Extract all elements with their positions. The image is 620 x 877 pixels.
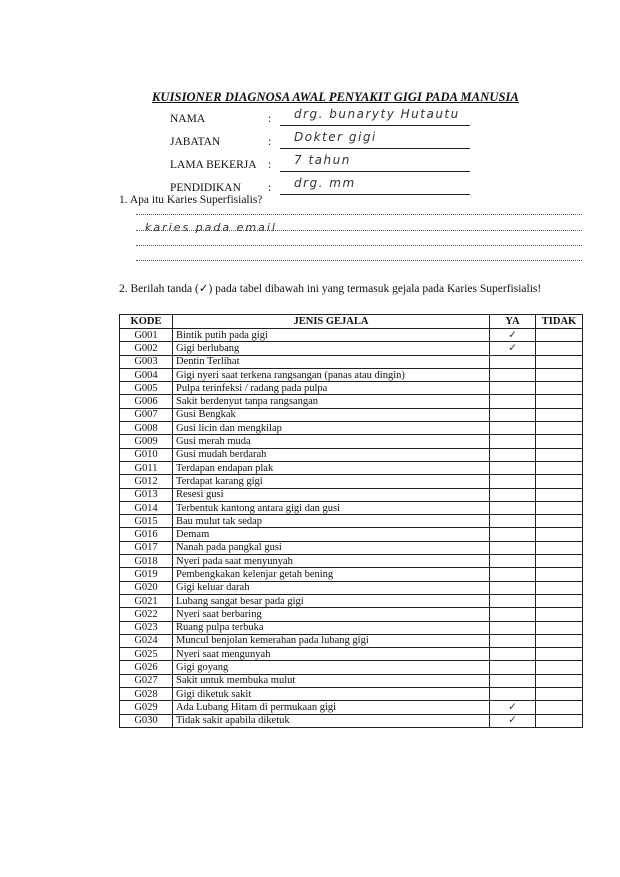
cell-kode: G014 (120, 501, 173, 514)
table-row (120, 382, 583, 395)
info-label: NAMA (170, 113, 206, 125)
cell-kode: G027 (120, 674, 173, 687)
cell-tidak[interactable] (536, 435, 583, 448)
cell-tidak[interactable] (536, 422, 583, 435)
cell-gejala: Gigi berlubang (173, 342, 490, 355)
cell-kode: G029 (120, 701, 173, 714)
cell-ya[interactable]: ✓ (490, 701, 536, 714)
cell-tidak[interactable] (536, 395, 583, 408)
table-row (120, 648, 583, 661)
cell-gejala: Gigi goyang (173, 661, 490, 674)
cell-kode: G007 (120, 408, 173, 421)
cell-tidak[interactable] (536, 342, 583, 355)
cell-ya[interactable] (490, 688, 536, 701)
cell-gejala: Gigi keluar darah (173, 581, 490, 594)
cell-gejala: Demam (173, 528, 490, 541)
table-row (120, 515, 583, 528)
cell-gejala: Nyeri saat berbaring (173, 608, 490, 621)
cell-ya[interactable] (490, 648, 536, 661)
cell-ya[interactable] (490, 475, 536, 488)
cell-tidak[interactable] (536, 501, 583, 514)
info-value-handwriting: 7 tahun (294, 153, 351, 167)
cell-tidak[interactable] (536, 329, 583, 342)
cell-kode: G011 (120, 461, 173, 474)
cell-kode: G005 (120, 382, 173, 395)
info-label: LAMA BEKERJA (170, 159, 257, 171)
cell-tidak[interactable] (536, 661, 583, 674)
cell-tidak[interactable] (536, 648, 583, 661)
cell-gejala: Ruang pulpa terbuka (173, 621, 490, 634)
info-colon: : (268, 182, 272, 194)
cell-ya[interactable] (490, 355, 536, 368)
cell-tidak[interactable] (536, 382, 583, 395)
cell-gejala: Terbentuk kantong antara gigi dan gusi (173, 501, 490, 514)
cell-gejala: Bintik putih pada gigi (173, 329, 490, 342)
cell-ya[interactable] (490, 608, 536, 621)
cell-gejala: Dentin Terlihat (173, 355, 490, 368)
cell-gejala: Sakit berdenyut tanpa rangsangan (173, 395, 490, 408)
cell-tidak[interactable] (536, 621, 583, 634)
cell-tidak[interactable] (536, 448, 583, 461)
cell-kode: G006 (120, 395, 173, 408)
cell-gejala: Muncul benjolan kemerahan pada lubang gigi (173, 634, 490, 647)
table-row (120, 488, 583, 501)
cell-gejala: Terdapan endapan plak (173, 461, 490, 474)
table-row (120, 461, 583, 474)
table-row (120, 448, 583, 461)
table-row (120, 528, 583, 541)
page-title: KUISIONER DIAGNOSA AWAL PENYAKIT GIGI PADA MANUSIA (152, 90, 519, 104)
cell-kode: G015 (120, 515, 173, 528)
cell-tidak[interactable] (536, 461, 583, 474)
cell-gejala: Gusi licin dan mengkilap (173, 422, 490, 435)
symptom-table (119, 314, 583, 728)
cell-kode: G023 (120, 621, 173, 634)
cell-ya[interactable]: ✓ (490, 714, 536, 727)
table-row (120, 368, 583, 381)
table-row (120, 674, 583, 687)
info-row (170, 107, 470, 130)
cell-gejala: Terdapat karang gigi (173, 475, 490, 488)
cell-kode: G009 (120, 435, 173, 448)
cell-gejala: Gusi Bengkak (173, 408, 490, 421)
cell-tidak[interactable] (536, 568, 583, 581)
header-tidak: TIDAK (536, 315, 583, 329)
info-label: JABATAN (170, 136, 221, 148)
cell-ya[interactable] (490, 448, 536, 461)
cell-gejala: Resesi gusi (173, 488, 490, 501)
cell-kode: G008 (120, 422, 173, 435)
cell-kode: G028 (120, 688, 173, 701)
table-row (120, 661, 583, 674)
cell-ya[interactable] (490, 435, 536, 448)
cell-ya[interactable]: ✓ (490, 329, 536, 342)
cell-tidak[interactable] (536, 555, 583, 568)
question-1: 1. Apa itu Karies Superfisialis? (119, 194, 263, 206)
cell-kode: G002 (120, 342, 173, 355)
cell-gejala: Ada Lubang Hitam di permukaan gigi (173, 701, 490, 714)
cell-ya[interactable]: ✓ (490, 342, 536, 355)
cell-tidak[interactable] (536, 594, 583, 607)
cell-tidak[interactable] (536, 688, 583, 701)
info-line (280, 194, 470, 195)
cell-gejala: Sakit untuk membuka mulut (173, 674, 490, 687)
cell-tidak[interactable] (536, 475, 583, 488)
cell-gejala: Gigi diketuk sakit (173, 688, 490, 701)
cell-ya[interactable] (490, 422, 536, 435)
cell-gejala: Nanah pada pangkal gusi (173, 541, 490, 554)
cell-ya[interactable] (490, 555, 536, 568)
header-jenis-gejala: JENIS GEJALA (173, 315, 490, 329)
cell-kode: G020 (120, 581, 173, 594)
table-header-row (120, 315, 583, 329)
table-row (120, 422, 583, 435)
table-row (120, 501, 583, 514)
cell-kode: G024 (120, 634, 173, 647)
cell-kode: G026 (120, 661, 173, 674)
cell-ya[interactable] (490, 634, 536, 647)
cell-ya[interactable] (490, 661, 536, 674)
header-ya: YA (490, 315, 536, 329)
cell-tidak[interactable] (536, 408, 583, 421)
info-label: PENDIDIKAN (170, 182, 241, 194)
cell-gejala: Tidak sakit apabila diketuk (173, 714, 490, 727)
cell-kode: G013 (120, 488, 173, 501)
cell-kode: G017 (120, 541, 173, 554)
table-row (120, 541, 583, 554)
cell-gejala: Pembengkakan kelenjar getah bening (173, 568, 490, 581)
cell-tidak[interactable] (536, 368, 583, 381)
cell-kode: G010 (120, 448, 173, 461)
cell-tidak[interactable] (536, 634, 583, 647)
cell-ya[interactable] (490, 461, 536, 474)
cell-kode: G018 (120, 555, 173, 568)
cell-ya[interactable] (490, 581, 536, 594)
cell-gejala: Bau mulut tak sedap (173, 515, 490, 528)
cell-kode: G030 (120, 714, 173, 727)
cell-gejala: Nyeri saat mengunyah (173, 648, 490, 661)
table-row (120, 408, 583, 421)
cell-kode: G003 (120, 355, 173, 368)
cell-ya[interactable] (490, 501, 536, 514)
table-row (120, 634, 583, 647)
cell-kode: G012 (120, 475, 173, 488)
cell-kode: G019 (120, 568, 173, 581)
cell-ya[interactable] (490, 541, 536, 554)
table-row (120, 594, 583, 607)
cell-tidak[interactable] (536, 515, 583, 528)
table-row (120, 688, 583, 701)
cell-tidak[interactable] (536, 488, 583, 501)
table-row (120, 329, 583, 342)
table-row (120, 342, 583, 355)
cell-ya[interactable] (490, 395, 536, 408)
cell-tidak[interactable] (536, 674, 583, 687)
info-row (170, 130, 470, 153)
cell-tidak[interactable] (536, 528, 583, 541)
cell-ya[interactable] (490, 515, 536, 528)
table-row (120, 395, 583, 408)
cell-ya[interactable] (490, 568, 536, 581)
answer-line-4 (136, 260, 582, 261)
answer-line-1 (136, 214, 582, 215)
cell-gejala: Nyeri pada saat menyunyah (173, 555, 490, 568)
info-row (170, 153, 470, 176)
cell-gejala: Lubang sangat besar pada gigi (173, 594, 490, 607)
cell-gejala: Gusi mudah berdarah (173, 448, 490, 461)
answer-1-handwriting: karies pada email (145, 221, 277, 234)
cell-ya[interactable] (490, 674, 536, 687)
cell-kode: G016 (120, 528, 173, 541)
info-line (280, 171, 470, 172)
cell-ya[interactable] (490, 382, 536, 395)
question-2: 2. Berilah tanda (✓) pada tabel dibawah ini yang termasuk gejala pada Karies Superfisialis! (119, 283, 542, 295)
info-colon: : (268, 113, 272, 125)
cell-tidak[interactable] (536, 581, 583, 594)
cell-kode: G022 (120, 608, 173, 621)
info-value-handwriting: drg. bunaryty Hutautu (294, 107, 460, 121)
table-row (120, 355, 583, 368)
cell-tidak[interactable] (536, 541, 583, 554)
cell-ya[interactable] (490, 488, 536, 501)
cell-ya[interactable] (490, 528, 536, 541)
info-colon: : (268, 136, 272, 148)
table-row (120, 714, 583, 727)
cell-kode: G025 (120, 648, 173, 661)
table-row (120, 608, 583, 621)
cell-gejala: Gigi nyeri saat terkena rangsangan (panas atau dingin) (173, 368, 490, 381)
cell-gejala: Pulpa terinfeksi / radang pada pulpa (173, 382, 490, 395)
table-row (120, 621, 583, 634)
cell-kode: G021 (120, 594, 173, 607)
header-kode: KODE (120, 315, 173, 329)
answer-line-2 (136, 230, 582, 231)
cell-ya[interactable] (490, 621, 536, 634)
cell-kode: G001 (120, 329, 173, 342)
table-row (120, 555, 583, 568)
info-colon: : (268, 159, 272, 171)
table-row (120, 435, 583, 448)
cell-kode: G004 (120, 368, 173, 381)
cell-tidak[interactable] (536, 701, 583, 714)
cell-tidak[interactable] (536, 714, 583, 727)
cell-gejala: Gusi merah muda (173, 435, 490, 448)
info-value-handwriting: drg. mm (294, 176, 356, 190)
table-row (120, 701, 583, 714)
cell-ya[interactable] (490, 594, 536, 607)
cell-ya[interactable] (490, 408, 536, 421)
table-row (120, 475, 583, 488)
cell-tidak[interactable] (536, 608, 583, 621)
table-row (120, 581, 583, 594)
respondent-info (170, 107, 470, 199)
info-line (280, 148, 470, 149)
table-row (120, 568, 583, 581)
answer-line-3 (136, 245, 582, 246)
info-line (280, 125, 470, 126)
cell-ya[interactable] (490, 368, 536, 381)
info-value-handwriting: Dokter gigi (294, 130, 377, 144)
cell-tidak[interactable] (536, 355, 583, 368)
